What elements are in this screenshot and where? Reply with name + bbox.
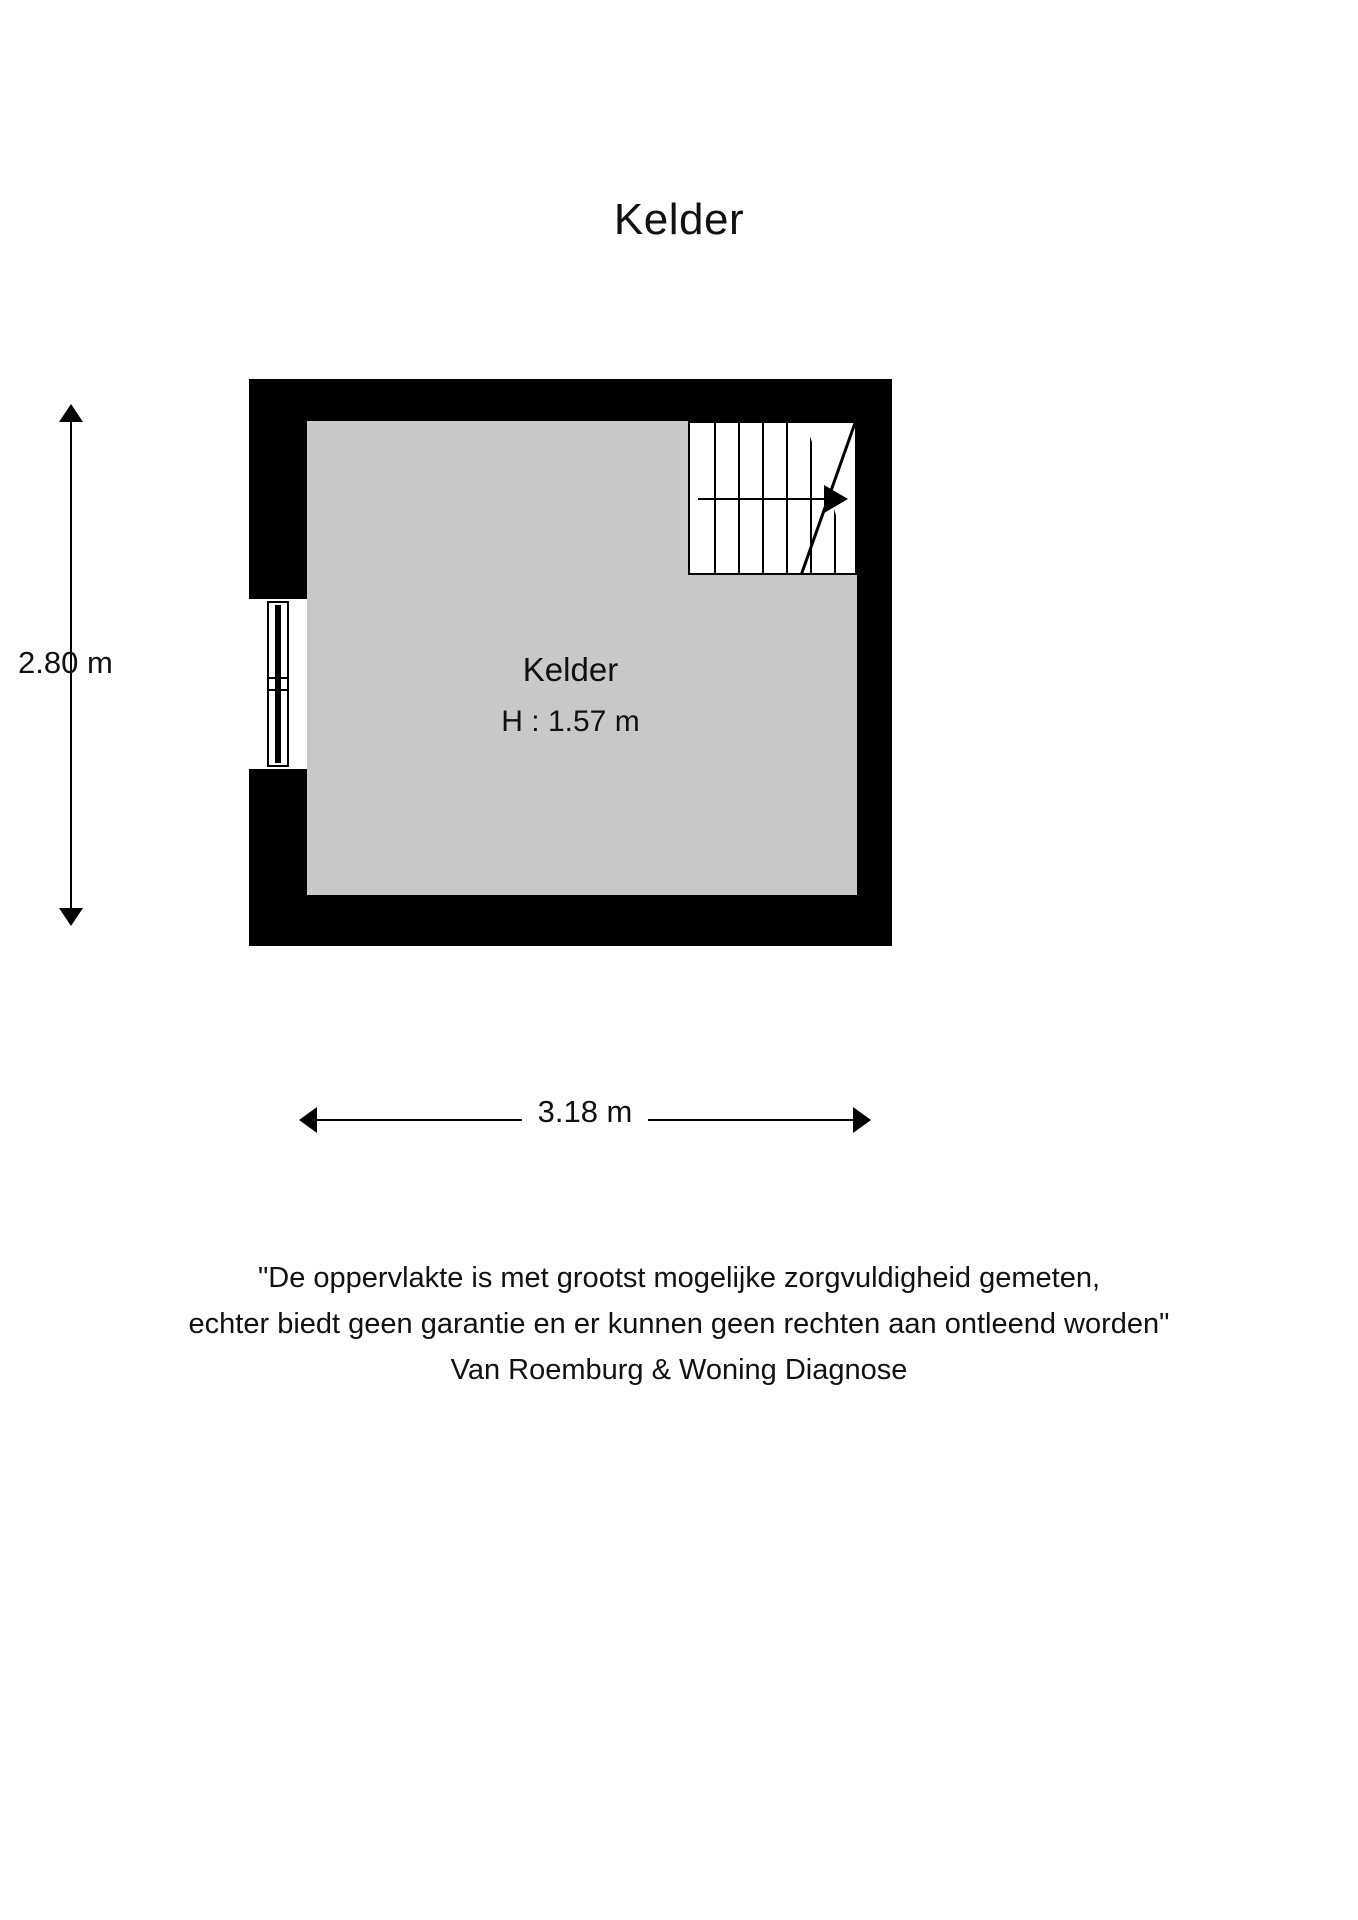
- disclaimer-line-2: echter biedt geen garantie en er kunnen geen rechten aan ontleend worden": [188, 1308, 1170, 1340]
- horizontal-dimension-label: 3.18 m: [537, 1094, 633, 1129]
- disclaimer-line-3: Van Roemburg & Woning Diagnose: [450, 1354, 908, 1386]
- floorplan: [249, 379, 892, 946]
- room-height-label: H : 1.57 m: [501, 705, 640, 738]
- room-name-label: Kelder: [522, 651, 619, 688]
- stair-direction-line: [698, 498, 828, 500]
- horizontal-dimension-line: [303, 1094, 867, 1129]
- vertical-dimension-label: 2.80 m: [18, 645, 113, 680]
- staircase-icon: [688, 421, 857, 575]
- stair-direction-arrow-icon: [824, 485, 848, 513]
- page-title: Kelder: [613, 195, 745, 244]
- disclaimer-line-1: "De oppervlakte is met grootst mogelijke zorgvuldigheid gemeten,: [257, 1262, 1101, 1294]
- disclaimer: [0, 1255, 1358, 1393]
